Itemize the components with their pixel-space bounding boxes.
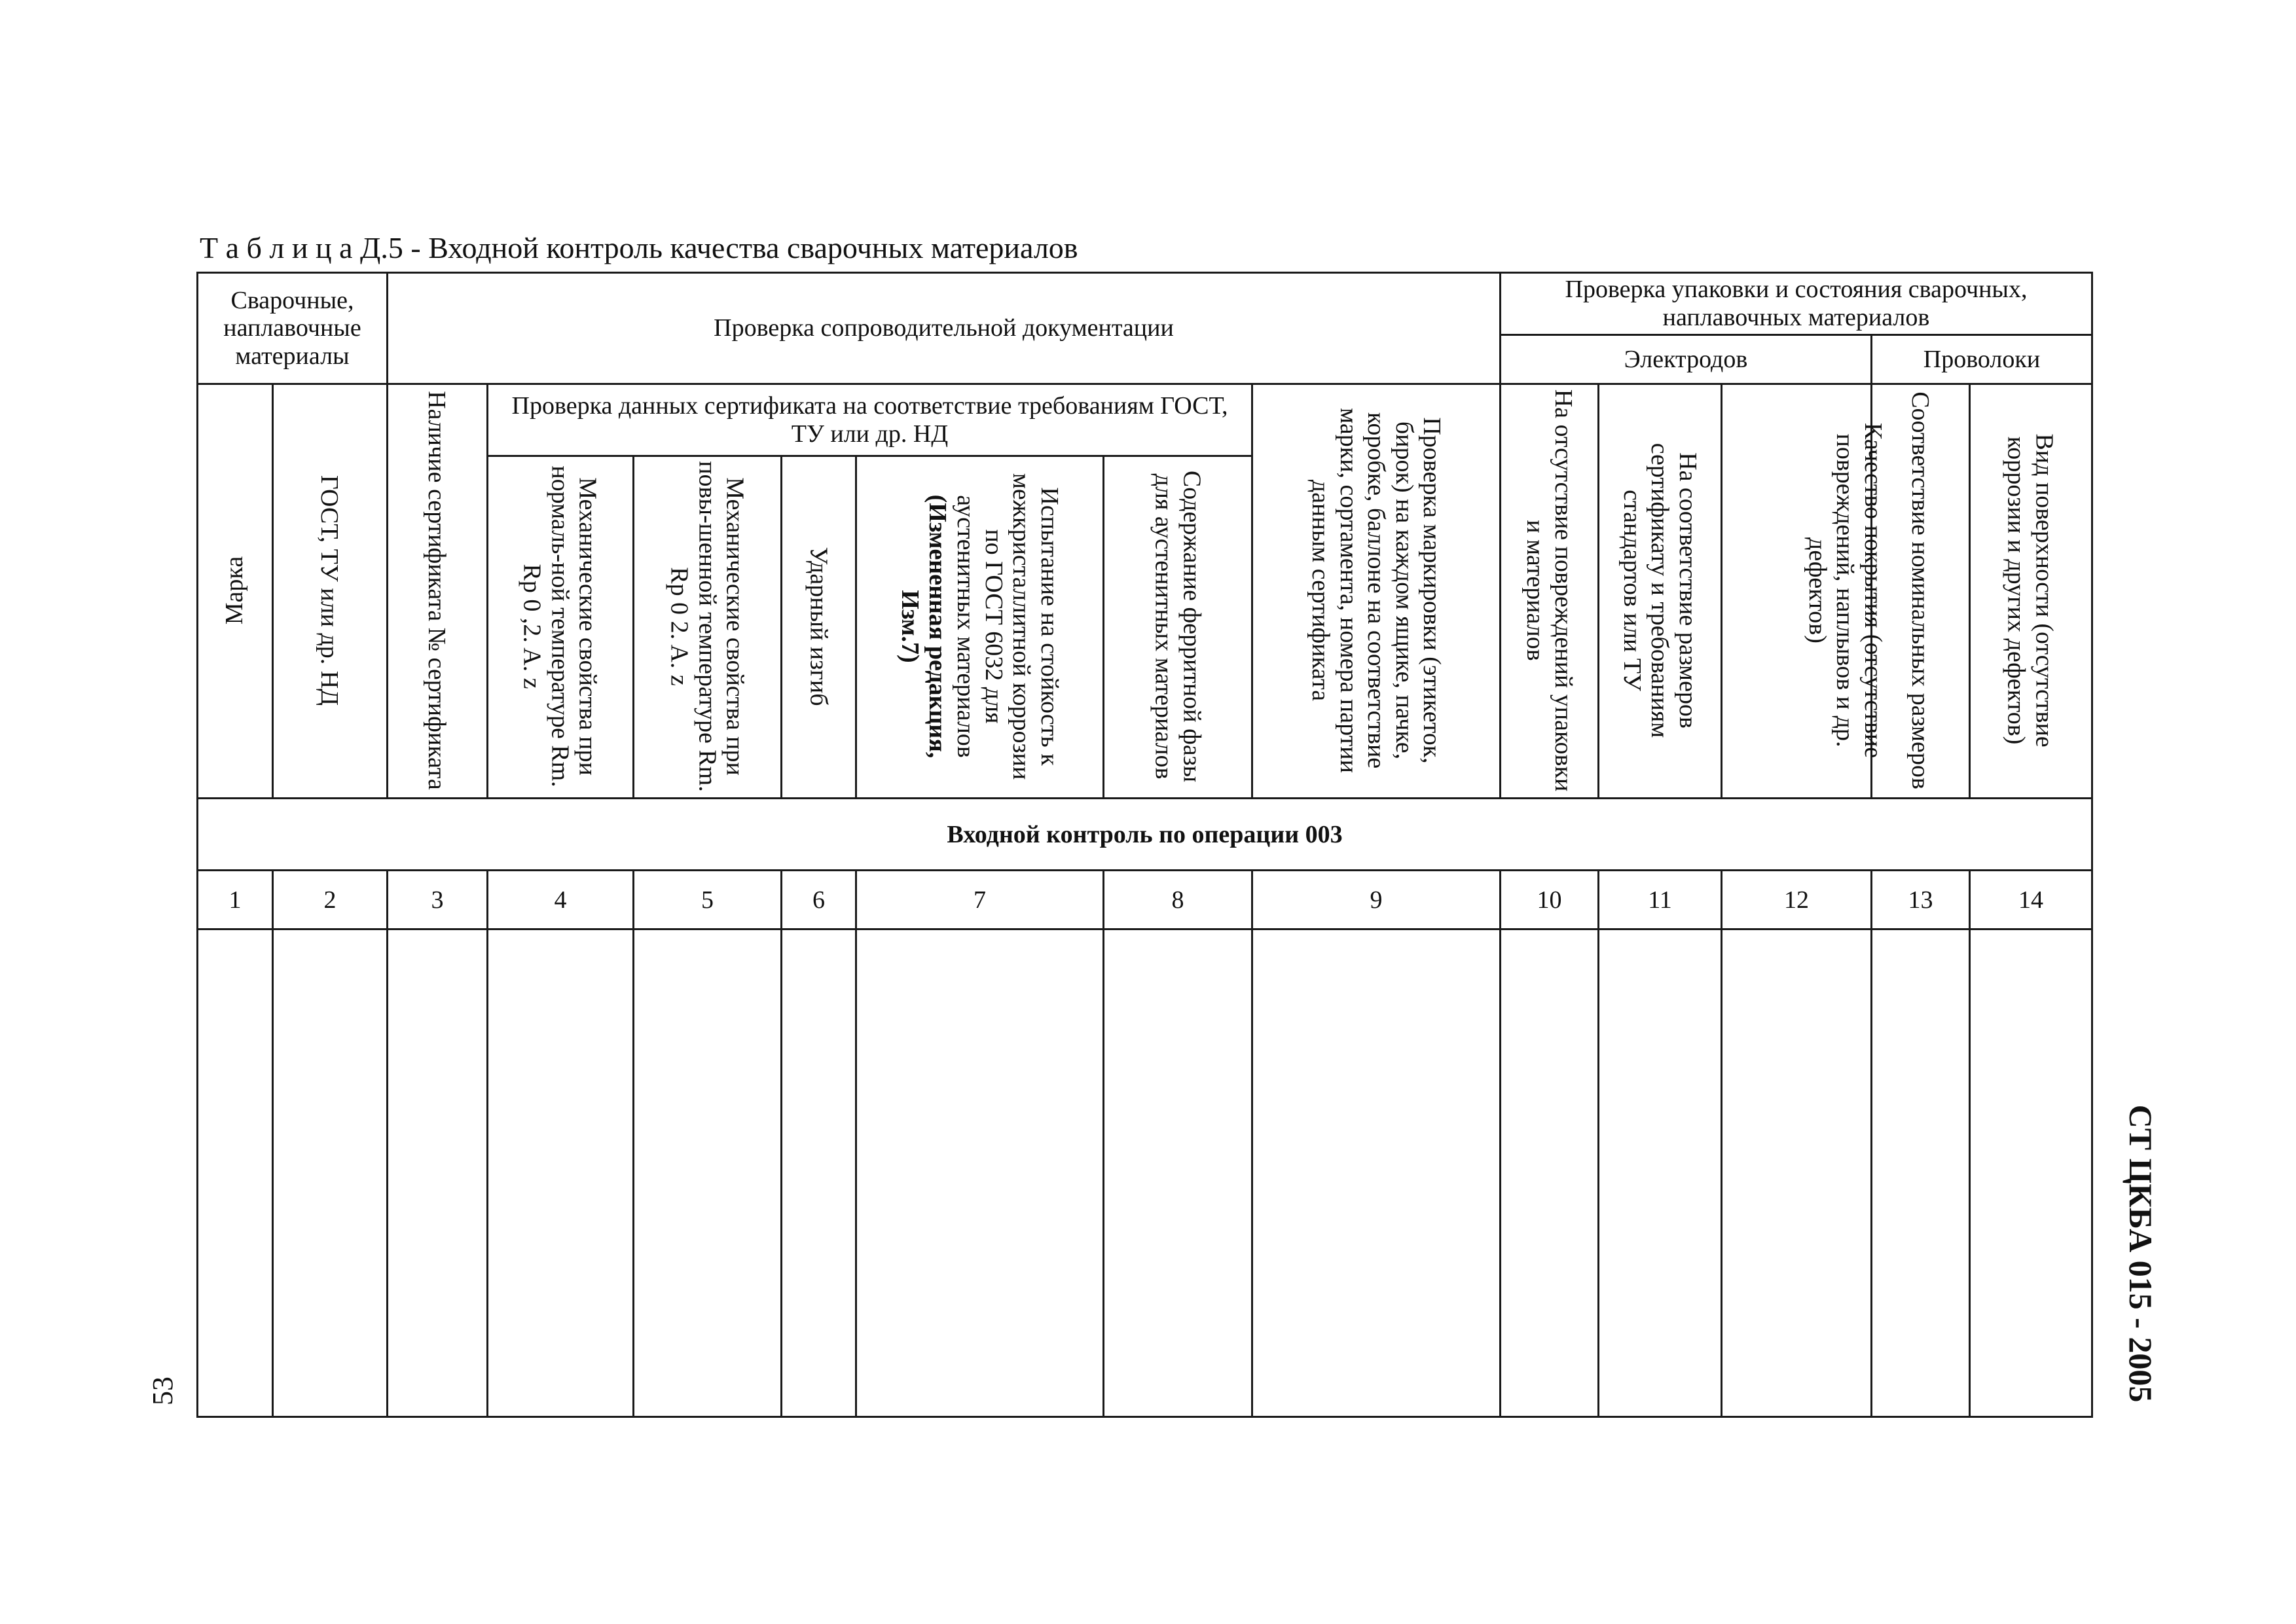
col-header-certificate: Наличие сертификата № сертификата (423, 391, 451, 790)
col-header-corrosion-test (858, 460, 1101, 793)
col-number: 11 (1648, 886, 1672, 914)
col-number: 4 (554, 886, 567, 914)
col-header-package-damage: На отсутствие повреждений упаковки и материалов (1522, 389, 1577, 792)
col-number: 3 (431, 886, 444, 914)
header-wire: Проволоки (1923, 345, 2041, 373)
col-header-size-compliance: На соответствие размеров сертификату и требованиям стандартов или ТУ (1618, 442, 1702, 738)
col-number: 14 (2018, 886, 2043, 914)
col-number: 10 (1537, 886, 1562, 914)
col-number: 12 (1784, 886, 1809, 914)
col-number: 9 (1370, 886, 1383, 914)
col-header-mark: Марка (220, 556, 248, 625)
caption-title: Д.5 - Входной контроль качества сварочных материалов (360, 231, 1078, 264)
header-doc-check: Проверка сопроводительной документации (714, 314, 1174, 342)
col7-revision-note: (Измененная редакция, Изм.7) (896, 494, 952, 759)
col-header-mech-normal: Механические свойства при нормаль-ной температуре Rm. Rp 0 ,2. A. z (518, 465, 602, 787)
col-header-gost: ГОСТ, ТУ или др. НД (316, 475, 344, 706)
caption-label: Т а б л и ц а (200, 231, 353, 264)
col-header-surface: Вид поверхности (отсутствие коррозии и других дефектов) (2003, 433, 2058, 748)
header-materials: Сварочные, наплавочные материалы (223, 286, 361, 370)
col-number: 2 (323, 886, 337, 914)
col-number: 7 (974, 886, 986, 914)
header-pack-check: Проверка упаковки и состояния сварочных, наплавочных материалов (1565, 276, 2028, 331)
col-number: 8 (1171, 886, 1184, 914)
col-header-nominal-size: Соответствие номинальных размеров (1906, 391, 1935, 789)
col-header-coating-quality: Качество покрытия (отсутствие повреждений, наплывов и др. дефектов) (1803, 422, 1887, 759)
document-code: СТ ЦКБА 015 - 2005 (2123, 1104, 2159, 1403)
col7-text: Испытание на стойкость к межкристаллитной коррозии по ГОСТ 6032 для аустенитных материалов (952, 473, 1063, 780)
col-header-impact: Ударный изгиб (805, 547, 833, 706)
col-header-mech-high: Механические свойства при повы-шенной температуре Rm. Rp 0 2. A. z (665, 461, 749, 792)
col-header-ferrite: Содержание ферритной фазы для аустенитных материалов (1150, 470, 1206, 783)
col-header-marking: Проверка маркировки (этикеток, бирок) на каждом ящике, пачке, коробке, баллоне на соответствие марки, сортамента, номера партии данным сертификата (1307, 408, 1446, 773)
header-cert-check: Проверка данных сертификата на соответствие требованиям ГОСТ, ТУ или др. НД (511, 391, 1228, 448)
col-number: 6 (812, 886, 825, 914)
operation-row: Входной контроль по операции 003 (947, 820, 1343, 848)
header-electrodes: Электродов (1624, 345, 1748, 373)
col-number: 1 (228, 886, 242, 914)
table-caption (200, 230, 1078, 265)
page-number: 53 (146, 1377, 179, 1405)
col-number: 13 (1908, 886, 1933, 914)
col-number: 5 (701, 886, 714, 914)
